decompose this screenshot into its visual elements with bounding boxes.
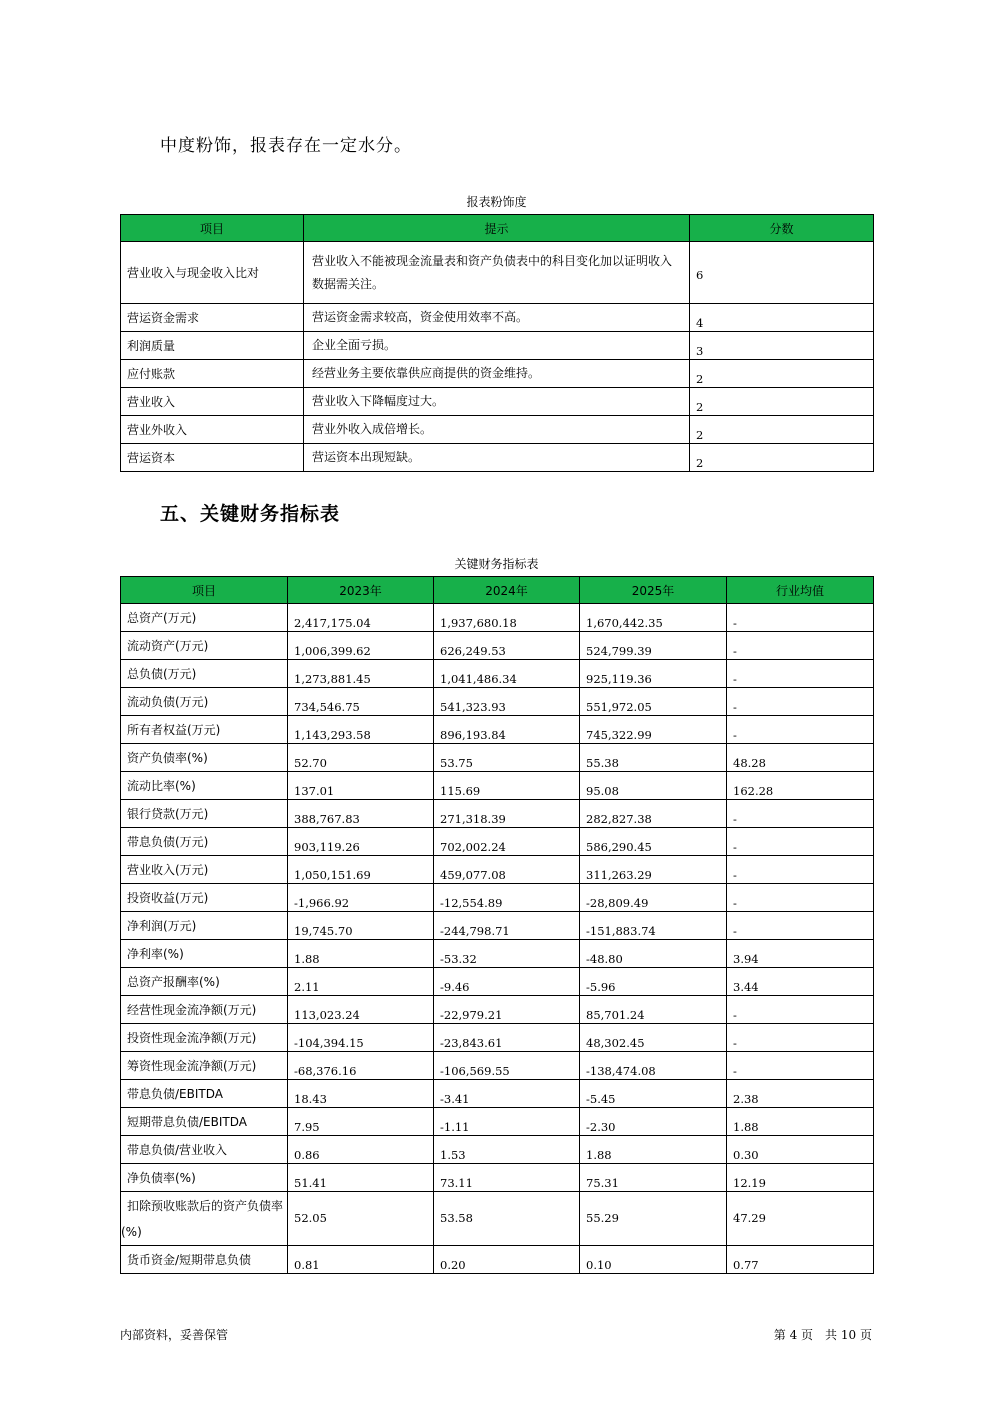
row-item: 营运资本 — [121, 444, 304, 472]
table1-caption: 报表粉饰度 — [466, 195, 527, 209]
cell-2023: 7.95 — [288, 1108, 434, 1136]
cell-2025: -138,474.08 — [580, 1052, 727, 1080]
cell-industry-avg: 2.38 — [727, 1080, 874, 1108]
table-row — [121, 332, 874, 360]
cell-2023: 0.86 — [288, 1136, 434, 1164]
cell-industry-avg: - — [727, 604, 874, 632]
cell-2023: 113,023.24 — [288, 996, 434, 1024]
cell-2025: 1.88 — [580, 1136, 727, 1164]
row-item: 利润质量 — [121, 332, 304, 360]
cell-industry-avg: - — [727, 828, 874, 856]
cell-2025: -5.96 — [580, 968, 727, 996]
cell-2023: 0.81 — [288, 1246, 434, 1274]
cell-2023: 52.05 — [288, 1192, 434, 1246]
cell-industry-avg: - — [727, 716, 874, 744]
row-hint: 营运资金需求较高，资金使用效率不高。 — [304, 304, 690, 332]
cell-2025: -5.45 — [580, 1080, 727, 1108]
cell-2024: 53.58 — [434, 1192, 580, 1246]
cell-2024: 1.53 — [434, 1136, 580, 1164]
row-hint: 经营业务主要依靠供应商提供的资金维持。 — [304, 360, 690, 388]
row-score: 2 — [690, 416, 874, 444]
page-mid: 页 共 — [801, 1328, 838, 1342]
cell-2025: 95.08 — [580, 772, 727, 800]
table-row — [121, 744, 874, 772]
row-hint: 营业收入下降幅度过大。 — [304, 388, 690, 416]
col-header-2025: 2025年 — [580, 577, 727, 604]
cell-2024: 0.20 — [434, 1246, 580, 1274]
cell-2025: 1,670,442.35 — [580, 604, 727, 632]
cell-2025: 75.31 — [580, 1164, 727, 1192]
table-row — [121, 856, 874, 884]
row-item: 营运资金需求 — [121, 304, 304, 332]
cell-2025: -2.30 — [580, 1108, 727, 1136]
cell-2024: 541,323.93 — [434, 688, 580, 716]
cell-2025: 55.29 — [580, 1192, 727, 1246]
cell-industry-avg: 48.28 — [727, 744, 874, 772]
row-item: 净负债率(%) — [121, 1164, 288, 1192]
cell-industry-avg: - — [727, 1052, 874, 1080]
cell-industry-avg: - — [727, 912, 874, 940]
section-heading: 五、关键财务指标表 — [160, 503, 341, 525]
cell-industry-avg: 47.29 — [727, 1192, 874, 1246]
cell-2023: 19,745.70 — [288, 912, 434, 940]
row-score: 3 — [690, 332, 874, 360]
table-row — [121, 1164, 874, 1192]
cell-2024: 896,193.84 — [434, 716, 580, 744]
cell-industry-avg: 162.28 — [727, 772, 874, 800]
cell-2023: 2,417,175.04 — [288, 604, 434, 632]
table-row — [121, 1192, 874, 1246]
table-row — [121, 388, 874, 416]
cell-2024: -23,843.61 — [434, 1024, 580, 1052]
cell-2023: 137.01 — [288, 772, 434, 800]
cell-industry-avg: 3.44 — [727, 968, 874, 996]
table-header-row — [121, 215, 874, 242]
table-row — [121, 688, 874, 716]
page-current: 4 — [789, 1328, 798, 1342]
cell-2024: -9.46 — [434, 968, 580, 996]
cell-2025: 85,701.24 — [580, 996, 727, 1024]
row-item: 带息负债/营业收入 — [121, 1136, 288, 1164]
row-item: 筹资性现金流净额(万元) — [121, 1052, 288, 1080]
cell-2025: 586,290.45 — [580, 828, 727, 856]
table-header-row — [121, 577, 874, 604]
cell-2024: -3.41 — [434, 1080, 580, 1108]
financial-indicators-table — [120, 576, 874, 1274]
cell-2023: 903,119.26 — [288, 828, 434, 856]
cell-2024: 115.69 — [434, 772, 580, 800]
cell-industry-avg: - — [727, 632, 874, 660]
cell-2024: 459,077.08 — [434, 856, 580, 884]
row-hint: 营运资本出现短缺。 — [304, 444, 690, 472]
cell-2025: 48,302.45 — [580, 1024, 727, 1052]
cell-industry-avg: - — [727, 1024, 874, 1052]
table-row — [121, 800, 874, 828]
cell-2024: -244,798.71 — [434, 912, 580, 940]
cell-2024: 73.11 — [434, 1164, 580, 1192]
table2-caption: 关键财务指标表 — [454, 557, 539, 571]
row-score: 2 — [690, 360, 874, 388]
table-row — [121, 604, 874, 632]
row-item: 投资性现金流净额(万元) — [121, 1024, 288, 1052]
row-item: 营业收入(万元) — [121, 856, 288, 884]
row-hint: 企业全面亏损。 — [304, 332, 690, 360]
row-item: 银行贷款(万元) — [121, 800, 288, 828]
row-item: 总资产报酬率(%) — [121, 968, 288, 996]
row-item: 所有者权益(万元) — [121, 716, 288, 744]
col-header-2023: 2023年 — [288, 577, 434, 604]
cell-2023: 51.41 — [288, 1164, 434, 1192]
table-row — [121, 884, 874, 912]
row-item: 经营性现金流净额(万元) — [121, 996, 288, 1024]
table-row — [121, 1108, 874, 1136]
cell-2025: 0.10 — [580, 1246, 727, 1274]
cell-2023: 1,143,293.58 — [288, 716, 434, 744]
table-row — [121, 360, 874, 388]
row-item: 货币资金/短期带息负债 — [121, 1246, 288, 1274]
table-row — [121, 912, 874, 940]
row-item: 带息负债(万元) — [121, 828, 288, 856]
row-item: 总资产(万元) — [121, 604, 288, 632]
row-item: 应付账款 — [121, 360, 304, 388]
cell-2025: 925,119.36 — [580, 660, 727, 688]
cell-industry-avg: 0.77 — [727, 1246, 874, 1274]
cell-2023: 2.11 — [288, 968, 434, 996]
cell-2024: 1,937,680.18 — [434, 604, 580, 632]
cell-2023: -1,966.92 — [288, 884, 434, 912]
row-item: 短期带息负债/EBITDA — [121, 1108, 288, 1136]
table-row — [121, 416, 874, 444]
page-suffix: 页 — [859, 1328, 872, 1342]
col-header-hint: 提示 — [304, 215, 690, 242]
cell-industry-avg: - — [727, 856, 874, 884]
cell-2024: -12,554.89 — [434, 884, 580, 912]
cell-2024: 1,041,486.34 — [434, 660, 580, 688]
cell-industry-avg: 3.94 — [727, 940, 874, 968]
cell-industry-avg: - — [727, 800, 874, 828]
table-row — [121, 1024, 874, 1052]
cell-industry-avg: - — [727, 688, 874, 716]
row-score: 2 — [690, 444, 874, 472]
cell-2023: 1.88 — [288, 940, 434, 968]
cell-2025: -48.80 — [580, 940, 727, 968]
footer-page-number — [774, 1326, 872, 1343]
footer-confidential-note: 内部资料，妥善保管 — [120, 1328, 229, 1342]
whitewash-table — [120, 214, 874, 472]
cell-2024: -53.32 — [434, 940, 580, 968]
row-item: 营业外收入 — [121, 416, 304, 444]
cell-2025: 524,799.39 — [580, 632, 727, 660]
row-hint: 营业收入不能被现金流量表和资产负债表中的科目变化加以证明收入数据需关注。 — [304, 242, 690, 304]
row-item: 投资收益(万元) — [121, 884, 288, 912]
table-row — [121, 1136, 874, 1164]
cell-2023: 734,546.75 — [288, 688, 434, 716]
page-prefix: 第 — [773, 1328, 786, 1342]
table-row — [121, 940, 874, 968]
col-header-item: 项目 — [121, 215, 304, 242]
cell-2023: 1,006,399.62 — [288, 632, 434, 660]
cell-2023: 18.43 — [288, 1080, 434, 1108]
cell-2025: -151,883.74 — [580, 912, 727, 940]
table-row — [121, 304, 874, 332]
cell-2023: 388,767.83 — [288, 800, 434, 828]
cell-2024: 271,318.39 — [434, 800, 580, 828]
cell-2024: -106,569.55 — [434, 1052, 580, 1080]
row-item: 净利润(万元) — [121, 912, 288, 940]
col-header-item: 项目 — [121, 577, 288, 604]
page-total: 10 — [840, 1328, 857, 1342]
row-item: 流动资产(万元) — [121, 632, 288, 660]
cell-2023: 1,273,881.45 — [288, 660, 434, 688]
cell-2025: 55.38 — [580, 744, 727, 772]
cell-2025: -28,809.49 — [580, 884, 727, 912]
cell-2025: 282,827.38 — [580, 800, 727, 828]
cell-2023: -104,394.15 — [288, 1024, 434, 1052]
cell-2025: 311,263.29 — [580, 856, 727, 884]
cell-2024: 702,002.24 — [434, 828, 580, 856]
row-score: 4 — [690, 304, 874, 332]
cell-2024: 53.75 — [434, 744, 580, 772]
cell-2023: -68,376.16 — [288, 1052, 434, 1080]
table-row — [121, 1080, 874, 1108]
cell-industry-avg: - — [727, 996, 874, 1024]
row-item: 流动比率(%) — [121, 772, 288, 800]
cell-2025: 745,322.99 — [580, 716, 727, 744]
cell-industry-avg: - — [727, 884, 874, 912]
row-item: 扣除预收账款后的资产负债率(%) — [121, 1192, 288, 1246]
row-hint: 营业外收入成倍增长。 — [304, 416, 690, 444]
row-item: 净利率(%) — [121, 940, 288, 968]
col-header-2024: 2024年 — [434, 577, 580, 604]
table-row — [121, 632, 874, 660]
cell-2023: 1,050,151.69 — [288, 856, 434, 884]
row-item: 带息负债/EBITDA — [121, 1080, 288, 1108]
table-row — [121, 716, 874, 744]
cell-industry-avg: - — [727, 660, 874, 688]
table-row — [121, 968, 874, 996]
cell-industry-avg: 0.30 — [727, 1136, 874, 1164]
row-item: 流动负债(万元) — [121, 688, 288, 716]
col-header-industry-avg: 行业均值 — [727, 577, 874, 604]
row-item: 营业收入 — [121, 388, 304, 416]
table-row — [121, 444, 874, 472]
cell-2024: -22,979.21 — [434, 996, 580, 1024]
row-score: 6 — [690, 242, 874, 304]
cell-industry-avg: 12.19 — [727, 1164, 874, 1192]
table-row — [121, 660, 874, 688]
cell-industry-avg: 1.88 — [727, 1108, 874, 1136]
row-item: 资产负债率(%) — [121, 744, 288, 772]
cell-2024: 626,249.53 — [434, 632, 580, 660]
row-item: 营业收入与现金收入比对 — [121, 242, 304, 304]
cell-2023: 52.70 — [288, 744, 434, 772]
table-row — [121, 1246, 874, 1274]
row-score: 2 — [690, 388, 874, 416]
col-header-score: 分数 — [690, 215, 874, 242]
cell-2024: -1.11 — [434, 1108, 580, 1136]
table-row — [121, 828, 874, 856]
table-row — [121, 772, 874, 800]
cell-2025: 551,972.05 — [580, 688, 727, 716]
row-item: 总负债(万元) — [121, 660, 288, 688]
table-row — [121, 1052, 874, 1080]
table-row — [121, 996, 874, 1024]
intro-text: 中度粉饰，报表存在一定水分。 — [160, 136, 412, 156]
table-row — [121, 242, 874, 304]
